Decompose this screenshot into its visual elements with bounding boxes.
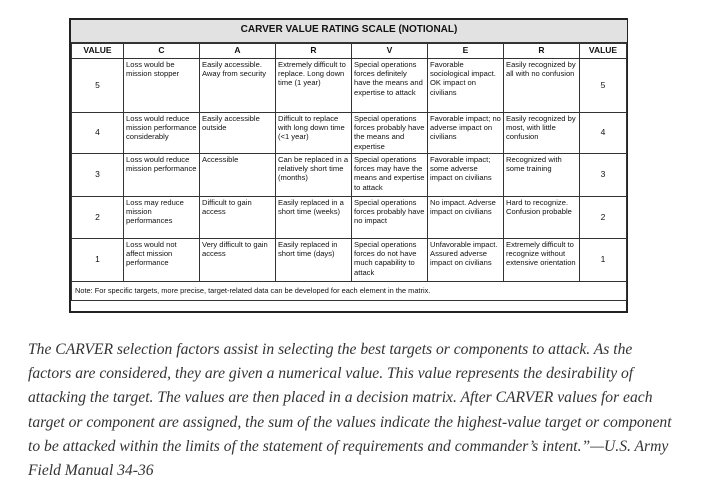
table-cell: Hard to recognize. Confusion probable [504, 196, 580, 238]
row-value-right: 4 [580, 112, 627, 153]
table-cell: Easily recognized by all with no confusion [504, 58, 580, 112]
table-cell: Special operations forces probably have no impact [352, 196, 428, 238]
figure-caption [28, 338, 678, 483]
table-cell: Can be replaced in a relatively short time (months) [276, 153, 352, 196]
header-effect: E [428, 43, 504, 58]
table-cell: Special operations forces do not have much capability to attack [352, 238, 428, 281]
carver-value-table [71, 20, 627, 301]
table-cell: Recognized with some training [504, 153, 580, 196]
table-cell: Difficult to gain access [200, 196, 276, 238]
table-cell: Loss would be mission stopper [124, 58, 200, 112]
table-row [72, 112, 627, 153]
table-cell: Easily replaced in short time (days) [276, 238, 352, 281]
table-cell: Easily recognized by most, with little confusion [504, 112, 580, 153]
table-cell: Special operations forces definitely have the means and expertise to attack [352, 58, 428, 112]
table-cell: Favorable impact; no adverse impact on civilians [428, 112, 504, 153]
row-value-right: 3 [580, 153, 627, 196]
table-cell: Loss would reduce mission performance [124, 153, 200, 196]
caption-paragraph: The CARVER selection factors assist in selecting the best targets or components to attack. As the factors are considered, they are given a numerical value. This value represents the desirability of attacking the target. The values are then placed in a decision matrix. After CARVER values for each target or component are assigned, the sum of the values indicate the highest-value target or component to be attacked within the limits of the statement of requirements and commander’s intent.”—U.S. Army Field Manual 34-36 [28, 341, 672, 480]
row-value-right: 5 [580, 58, 627, 112]
header-row [72, 43, 627, 58]
header-criticality: C [124, 43, 200, 58]
row-value-right: 1 [580, 238, 627, 281]
table-cell: Easily accessible outside [200, 112, 276, 153]
table-cell: No impact. Adverse impact on civilians [428, 196, 504, 238]
table-cell: Special operations forces probably have the means and expertise [352, 112, 428, 153]
row-value-right: 2 [580, 196, 627, 238]
table-cell: Easily accessible. Away from security [200, 58, 276, 112]
table-cell: Loss would reduce mission performance considerably [124, 112, 200, 153]
table-cell: Easily replaced in a short time (weeks) [276, 196, 352, 238]
table-cell: Very difficult to gain access [200, 238, 276, 281]
table-cell: Extremely difficult to recognize without extensive orientation [504, 238, 580, 281]
table-cell: Extremely difficult to replace. Long down time (1 year) [276, 58, 352, 112]
row-value: 3 [72, 153, 124, 196]
header-vulnerability: V [352, 43, 428, 58]
carver-table-figure [69, 18, 628, 313]
header-accessibility: A [200, 43, 276, 58]
table-cell: Unfavorable impact. Assured adverse impact on civilians [428, 238, 504, 281]
table-title: CARVER VALUE RATING SCALE (NOTIONAL) [71, 20, 627, 43]
table-cell: Favorable impact; some adverse impact on civilians [428, 153, 504, 196]
table-row [72, 196, 627, 238]
header-recognizability: R [504, 43, 580, 58]
note-row [72, 281, 627, 300]
row-value: 2 [72, 196, 124, 238]
table-cell: Loss would not affect mission performance [124, 238, 200, 281]
table-row [72, 58, 627, 112]
header-recuperability: R [276, 43, 352, 58]
row-value: 5 [72, 58, 124, 112]
table-note: Note: For specific targets, more precise, target-related data can be developed for each element in the matrix. [72, 281, 627, 300]
table-row [72, 153, 627, 196]
table-cell: Special operations forces may have the means and expertise to attack [352, 153, 428, 196]
table-cell: Difficult to replace with long down time (<1 year) [276, 112, 352, 153]
header-value-right: VALUE [580, 43, 627, 58]
table-cell: Loss may reduce mission performances [124, 196, 200, 238]
table-cell: Accessible [200, 153, 276, 196]
header-value-left: VALUE [72, 43, 124, 58]
table-cell: Favorable sociological impact. OK impact on civilians [428, 58, 504, 112]
row-value: 4 [72, 112, 124, 153]
row-value: 1 [72, 238, 124, 281]
table-row [72, 238, 627, 281]
